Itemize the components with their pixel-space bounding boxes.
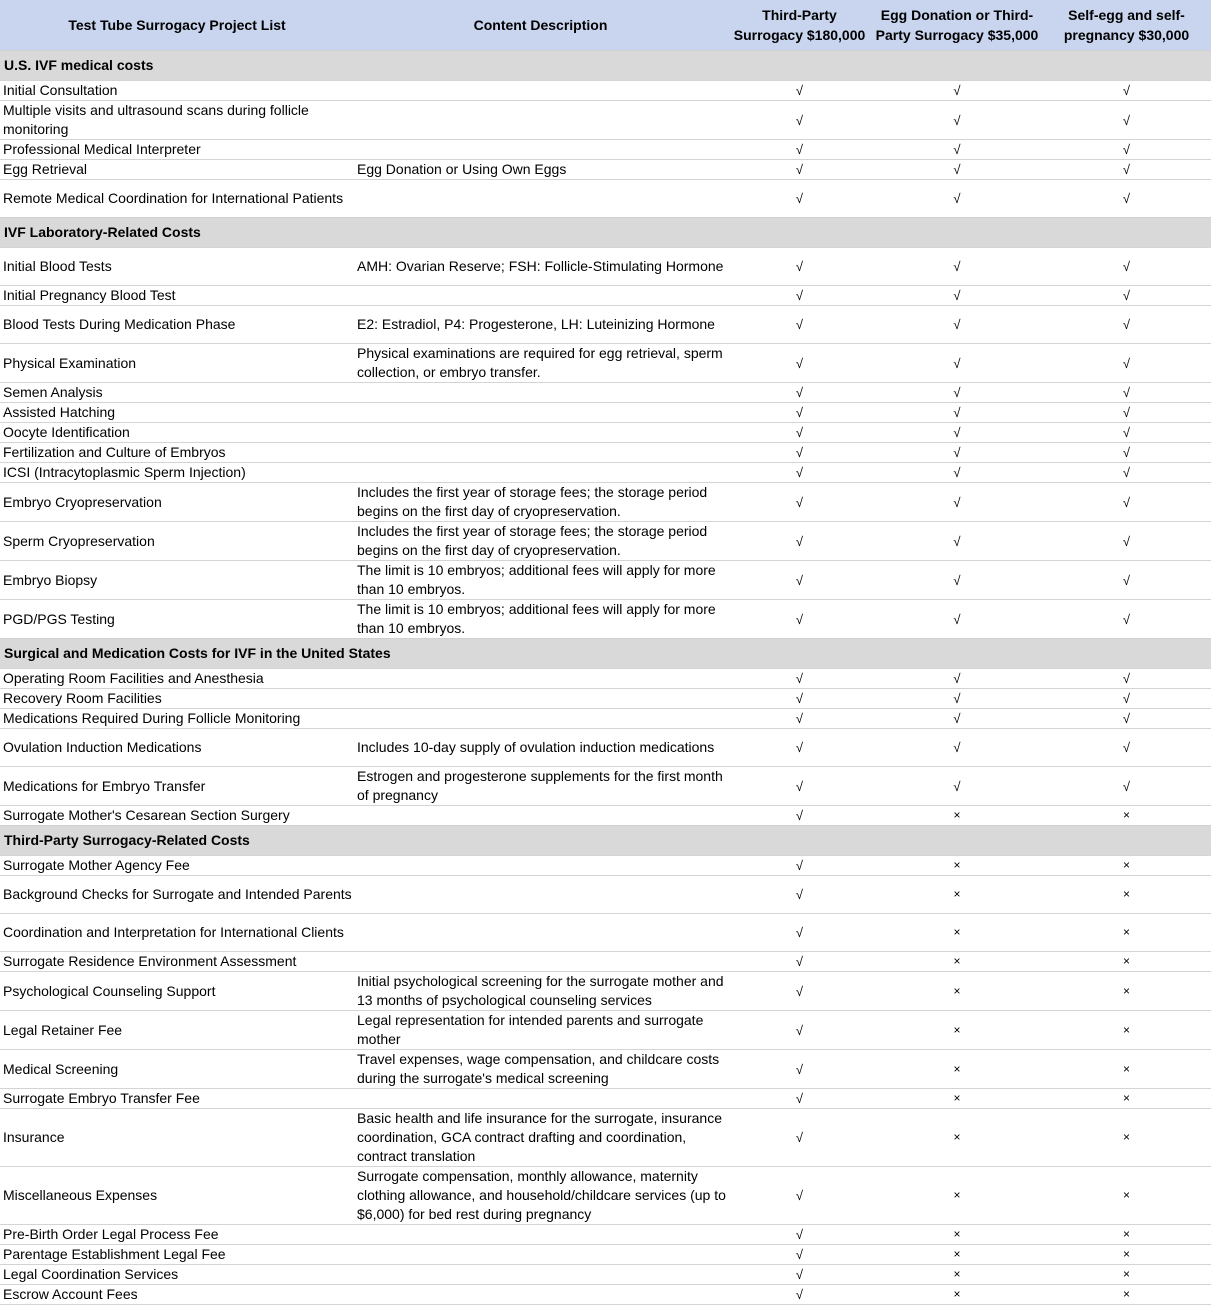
check-mark: √ xyxy=(727,952,872,972)
item-name: Surrogate Mother's Cesarean Section Surgery xyxy=(0,806,354,826)
item-description: Travel expenses, wage compensation, and childcare costs during the surrogate's medical screening xyxy=(354,1050,727,1089)
table-row xyxy=(0,1089,1211,1109)
table-row xyxy=(0,101,1211,140)
check-mark: √ xyxy=(1042,286,1211,306)
section-title: IVF Laboratory-Related Costs xyxy=(0,218,1211,248)
check-mark: √ xyxy=(727,1050,872,1089)
check-mark: √ xyxy=(1042,101,1211,140)
item-description xyxy=(354,1089,727,1109)
check-mark: √ xyxy=(727,806,872,826)
cross-mark: × xyxy=(872,1089,1042,1109)
item-description: Surrogate compensation, monthly allowance, maternity clothing allowance, and household/childcare services (up to $6,000) for bed rest during pregnancy xyxy=(354,1167,727,1225)
item-description xyxy=(354,443,727,463)
table-row xyxy=(0,306,1211,344)
table-row xyxy=(0,1285,1211,1305)
cross-mark: × xyxy=(1042,1050,1211,1089)
item-name: Medications Required During Follicle Monitoring xyxy=(0,709,354,729)
item-name: Medications for Embryo Transfer xyxy=(0,767,354,806)
check-mark: √ xyxy=(727,160,872,180)
cross-mark: × xyxy=(872,1265,1042,1285)
item-name: Background Checks for Surrogate and Intended Parents xyxy=(0,876,354,914)
check-mark: √ xyxy=(727,344,872,383)
cross-mark: × xyxy=(1042,1265,1211,1285)
table-row xyxy=(0,914,1211,952)
table-row xyxy=(0,561,1211,600)
section-title: Third-Party Surrogacy-Related Costs xyxy=(0,826,1211,856)
check-mark: √ xyxy=(727,1167,872,1225)
item-name: Surrogate Mother Agency Fee xyxy=(0,856,354,876)
cross-mark: × xyxy=(1042,856,1211,876)
table-row xyxy=(0,81,1211,101)
check-mark: √ xyxy=(872,403,1042,423)
table-row xyxy=(0,972,1211,1011)
cross-mark: × xyxy=(872,1167,1042,1225)
item-description xyxy=(354,914,727,952)
item-description: The limit is 10 embryos; additional fees will apply for more than 10 embryos. xyxy=(354,561,727,600)
check-mark: √ xyxy=(727,248,872,286)
header-egg-donation: Egg Donation or Third-Party Surrogacy $35,000 xyxy=(872,0,1042,51)
item-name: Blood Tests During Medication Phase xyxy=(0,306,354,344)
check-mark: √ xyxy=(727,383,872,403)
table-row xyxy=(0,709,1211,729)
cross-mark: × xyxy=(1042,1109,1211,1167)
check-mark: √ xyxy=(872,81,1042,101)
check-mark: √ xyxy=(727,876,872,914)
check-mark: √ xyxy=(1042,483,1211,522)
check-mark: √ xyxy=(872,669,1042,689)
cross-mark: × xyxy=(1042,1285,1211,1305)
check-mark: √ xyxy=(727,101,872,140)
check-mark: √ xyxy=(1042,180,1211,218)
cross-mark: × xyxy=(1042,914,1211,952)
check-mark: √ xyxy=(872,689,1042,709)
table-row xyxy=(0,248,1211,286)
check-mark: √ xyxy=(872,306,1042,344)
check-mark: √ xyxy=(872,443,1042,463)
item-description: Physical examinations are required for egg retrieval, sperm collection, or embryo transfer. xyxy=(354,344,727,383)
item-name: Embryo Biopsy xyxy=(0,561,354,600)
header-content-description: Content Description xyxy=(354,0,727,51)
check-mark: √ xyxy=(872,463,1042,483)
check-mark: √ xyxy=(727,1109,872,1167)
item-description xyxy=(354,101,727,140)
table-row xyxy=(0,689,1211,709)
item-name: Fertilization and Culture of Embryos xyxy=(0,443,354,463)
table-row xyxy=(0,729,1211,767)
check-mark: √ xyxy=(1042,443,1211,463)
cross-mark: × xyxy=(1042,876,1211,914)
check-mark: √ xyxy=(727,443,872,463)
check-mark: √ xyxy=(872,160,1042,180)
cross-mark: × xyxy=(1042,1225,1211,1245)
check-mark: √ xyxy=(1042,463,1211,483)
check-mark: √ xyxy=(872,767,1042,806)
item-description: Includes the first year of storage fees; the storage period begins on the first day of cryopreservation. xyxy=(354,483,727,522)
item-description: Estrogen and progesterone supplements for the first month of pregnancy xyxy=(354,767,727,806)
cross-mark: × xyxy=(1042,1089,1211,1109)
check-mark: √ xyxy=(1042,306,1211,344)
table-row xyxy=(0,463,1211,483)
table-body xyxy=(0,51,1211,1305)
check-mark: √ xyxy=(1042,767,1211,806)
check-mark: √ xyxy=(872,561,1042,600)
item-name: PGD/PGS Testing xyxy=(0,600,354,639)
item-name: Legal Retainer Fee xyxy=(0,1011,354,1050)
check-mark: √ xyxy=(727,1089,872,1109)
item-description: E2: Estradiol, P4: Progesterone, LH: Luteinizing Hormone xyxy=(354,306,727,344)
table-row xyxy=(0,483,1211,522)
item-name: Multiple visits and ultrasound scans during follicle monitoring xyxy=(0,101,354,140)
table-row xyxy=(0,522,1211,561)
item-name: Egg Retrieval xyxy=(0,160,354,180)
item-description xyxy=(354,463,727,483)
item-name: Surrogate Residence Environment Assessment xyxy=(0,952,354,972)
table-row xyxy=(0,403,1211,423)
cross-mark: × xyxy=(872,1245,1042,1265)
item-description xyxy=(354,286,727,306)
section-row xyxy=(0,218,1211,248)
item-description: AMH: Ovarian Reserve; FSH: Follicle-Stimulating Hormone xyxy=(354,248,727,286)
item-description: Includes the first year of storage fees; the storage period begins on the first day of cryopreservation. xyxy=(354,522,727,561)
section-row xyxy=(0,826,1211,856)
table-row xyxy=(0,344,1211,383)
check-mark: √ xyxy=(1042,248,1211,286)
item-description xyxy=(354,383,727,403)
table-row xyxy=(0,140,1211,160)
check-mark: √ xyxy=(727,140,872,160)
check-mark: √ xyxy=(727,709,872,729)
check-mark: √ xyxy=(1042,423,1211,443)
table-row xyxy=(0,443,1211,463)
table-row xyxy=(0,286,1211,306)
cross-mark: × xyxy=(1042,1011,1211,1050)
item-description xyxy=(354,806,727,826)
item-name: Assisted Hatching xyxy=(0,403,354,423)
item-name: Embryo Cryopreservation xyxy=(0,483,354,522)
item-description xyxy=(354,709,727,729)
check-mark: √ xyxy=(727,1265,872,1285)
cross-mark: × xyxy=(872,1011,1042,1050)
item-description xyxy=(354,669,727,689)
item-name: Miscellaneous Expenses xyxy=(0,1167,354,1225)
item-description xyxy=(354,952,727,972)
cross-mark: × xyxy=(872,856,1042,876)
header-project-list: Test Tube Surrogacy Project List xyxy=(0,0,354,51)
check-mark: √ xyxy=(727,180,872,218)
item-name: Sperm Cryopreservation xyxy=(0,522,354,561)
check-mark: √ xyxy=(727,1245,872,1265)
check-mark: √ xyxy=(872,344,1042,383)
item-description: Egg Donation or Using Own Eggs xyxy=(354,160,727,180)
table-row xyxy=(0,383,1211,403)
item-description: Includes 10-day supply of ovulation induction medications xyxy=(354,729,727,767)
check-mark: √ xyxy=(1042,140,1211,160)
table-row xyxy=(0,876,1211,914)
check-mark: √ xyxy=(1042,522,1211,561)
check-mark: √ xyxy=(872,483,1042,522)
check-mark: √ xyxy=(1042,669,1211,689)
check-mark: √ xyxy=(872,101,1042,140)
item-description xyxy=(354,1245,727,1265)
item-description xyxy=(354,1285,727,1305)
item-description: Legal representation for intended parents and surrogate mother xyxy=(354,1011,727,1050)
check-mark: √ xyxy=(727,729,872,767)
table-row xyxy=(0,160,1211,180)
check-mark: √ xyxy=(727,423,872,443)
item-description xyxy=(354,81,727,101)
check-mark: √ xyxy=(727,483,872,522)
cross-mark: × xyxy=(1042,806,1211,826)
table-row xyxy=(0,1265,1211,1285)
check-mark: √ xyxy=(1042,81,1211,101)
table-row xyxy=(0,1167,1211,1225)
item-name: Remote Medical Coordination for International Patients xyxy=(0,180,354,218)
check-mark: √ xyxy=(1042,383,1211,403)
check-mark: √ xyxy=(872,729,1042,767)
item-name: Escrow Account Fees xyxy=(0,1285,354,1305)
item-description xyxy=(354,140,727,160)
check-mark: √ xyxy=(727,1285,872,1305)
check-mark: √ xyxy=(1042,709,1211,729)
section-title: U.S. IVF medical costs xyxy=(0,51,1211,81)
cross-mark: × xyxy=(872,972,1042,1011)
cross-mark: × xyxy=(1042,952,1211,972)
item-name: Pre-Birth Order Legal Process Fee xyxy=(0,1225,354,1245)
cross-mark: × xyxy=(872,876,1042,914)
item-description xyxy=(354,1265,727,1285)
table-row xyxy=(0,600,1211,639)
check-mark: √ xyxy=(1042,729,1211,767)
cross-mark: × xyxy=(872,1285,1042,1305)
item-name: Initial Consultation xyxy=(0,81,354,101)
table-row xyxy=(0,1050,1211,1089)
item-description xyxy=(354,876,727,914)
item-name: Psychological Counseling Support xyxy=(0,972,354,1011)
check-mark: √ xyxy=(1042,600,1211,639)
header-third-party-surrogacy: Third-Party Surrogacy $180,000 xyxy=(727,0,872,51)
item-description xyxy=(354,689,727,709)
item-name: Medical Screening xyxy=(0,1050,354,1089)
check-mark: √ xyxy=(872,140,1042,160)
table-row xyxy=(0,1225,1211,1245)
check-mark: √ xyxy=(727,1225,872,1245)
item-name: Coordination and Interpretation for International Clients xyxy=(0,914,354,952)
item-name: Ovulation Induction Medications xyxy=(0,729,354,767)
item-description xyxy=(354,1225,727,1245)
check-mark: √ xyxy=(727,306,872,344)
table-row xyxy=(0,423,1211,443)
item-name: Recovery Room Facilities xyxy=(0,689,354,709)
check-mark: √ xyxy=(872,286,1042,306)
section-title: Surgical and Medication Costs for IVF in the United States xyxy=(0,639,1211,669)
cross-mark: × xyxy=(872,1109,1042,1167)
item-description: Initial psychological screening for the surrogate mother and 13 months of psychological counseling services xyxy=(354,972,727,1011)
check-mark: √ xyxy=(727,403,872,423)
cross-mark: × xyxy=(872,1225,1042,1245)
check-mark: √ xyxy=(727,561,872,600)
table-row xyxy=(0,806,1211,826)
item-name: Initial Pregnancy Blood Test xyxy=(0,286,354,306)
table-row xyxy=(0,669,1211,689)
item-name: Legal Coordination Services xyxy=(0,1265,354,1285)
check-mark: √ xyxy=(872,248,1042,286)
table-row xyxy=(0,180,1211,218)
check-mark: √ xyxy=(727,767,872,806)
cross-mark: × xyxy=(1042,1245,1211,1265)
check-mark: √ xyxy=(872,383,1042,403)
check-mark: √ xyxy=(1042,689,1211,709)
table-row xyxy=(0,952,1211,972)
cross-mark: × xyxy=(872,952,1042,972)
item-description xyxy=(354,423,727,443)
check-mark: √ xyxy=(1042,561,1211,600)
item-description: The limit is 10 embryos; additional fees will apply for more than 10 embryos. xyxy=(354,600,727,639)
item-name: Operating Room Facilities and Anesthesia xyxy=(0,669,354,689)
item-name: Surrogate Embryo Transfer Fee xyxy=(0,1089,354,1109)
item-description: Basic health and life insurance for the surrogate, insurance coordination, GCA contract drafting and coordination, contract translation xyxy=(354,1109,727,1167)
check-mark: √ xyxy=(1042,403,1211,423)
check-mark: √ xyxy=(1042,344,1211,383)
section-row xyxy=(0,51,1211,81)
section-row xyxy=(0,639,1211,669)
item-name: Oocyte Identification xyxy=(0,423,354,443)
check-mark: √ xyxy=(727,856,872,876)
item-name: Semen Analysis xyxy=(0,383,354,403)
check-mark: √ xyxy=(727,81,872,101)
item-name: ICSI (Intracytoplasmic Sperm Injection) xyxy=(0,463,354,483)
check-mark: √ xyxy=(727,463,872,483)
item-description xyxy=(354,180,727,218)
check-mark: √ xyxy=(727,286,872,306)
check-mark: √ xyxy=(727,669,872,689)
cross-mark: × xyxy=(872,1050,1042,1089)
check-mark: √ xyxy=(872,522,1042,561)
header-self-egg: Self-egg and self-pregnancy $30,000 xyxy=(1042,0,1211,51)
check-mark: √ xyxy=(872,600,1042,639)
item-description xyxy=(354,856,727,876)
check-mark: √ xyxy=(872,180,1042,218)
cross-mark: × xyxy=(1042,1167,1211,1225)
item-name: Physical Examination xyxy=(0,344,354,383)
item-description xyxy=(354,403,727,423)
check-mark: √ xyxy=(1042,160,1211,180)
table-row xyxy=(0,1245,1211,1265)
item-name: Initial Blood Tests xyxy=(0,248,354,286)
check-mark: √ xyxy=(872,709,1042,729)
table-header xyxy=(0,0,1211,51)
table-row xyxy=(0,1011,1211,1050)
check-mark: √ xyxy=(727,1011,872,1050)
check-mark: √ xyxy=(727,689,872,709)
check-mark: √ xyxy=(872,423,1042,443)
item-name: Professional Medical Interpreter xyxy=(0,140,354,160)
cross-mark: × xyxy=(872,914,1042,952)
table-row xyxy=(0,767,1211,806)
table-row xyxy=(0,1109,1211,1167)
check-mark: √ xyxy=(727,972,872,1011)
check-mark: √ xyxy=(727,522,872,561)
item-name: Insurance xyxy=(0,1109,354,1167)
check-mark: √ xyxy=(727,600,872,639)
check-mark: √ xyxy=(727,914,872,952)
table-row xyxy=(0,856,1211,876)
cross-mark: × xyxy=(872,806,1042,826)
item-name: Parentage Establishment Legal Fee xyxy=(0,1245,354,1265)
cross-mark: × xyxy=(1042,972,1211,1011)
